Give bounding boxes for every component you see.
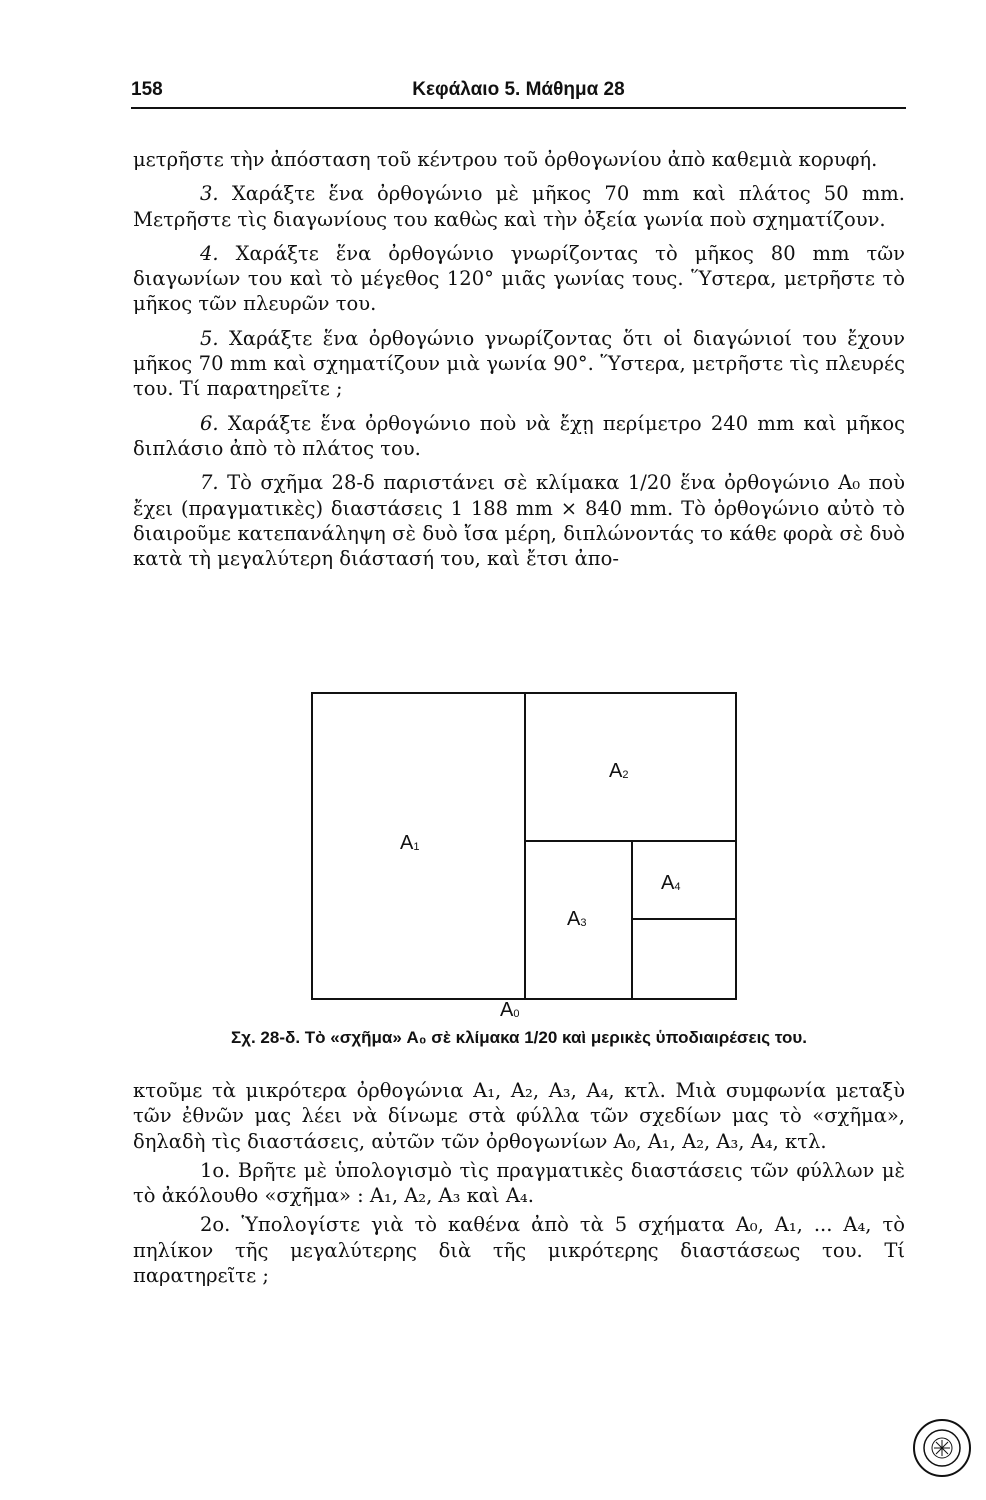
divider-a2-a3	[524, 840, 735, 842]
text-block-bottom	[133, 1078, 905, 1288]
question-2: 2ο. Ὑπολογίστε γιὰ τὸ καθένα ἀπὸ τὰ 5 σχήματα A₀, A₁, ... A₄, τὸ πηλίκον τῆς μεγαλύτερης διὰ τῆς μικρότερης διαστάσεως του. Τί παρατηρεῖτε ;	[133, 1213, 905, 1288]
label-a2: $A_2$	[609, 760, 629, 782]
divider-a1-a2	[524, 694, 526, 998]
exercise-5: 5. Χαράξτε ἕνα ὀρθογώνιο γνωρίζοντας ὅτι οἱ διαγώνιοί του ἔχουν μῆκος 70 mm καὶ σχηματίζουν μιὰ γωνία 90°. Ὕστερα, μετρῆστε τὶς πλευρές του. Τί παρατηρεῖτε ;	[133, 326, 905, 401]
exercise-4: 4. Χαράξτε ἕνα ὀρθογώνιο γνωρίζοντας τὸ μῆκος 80 mm τῶν διαγωνίων του καὶ τὸ μέγεθος 120° μιᾶς γωνίας τους. Ὕστερα, μετρῆστε τὸ μῆκος τῶν πλευρῶν του.	[133, 241, 906, 316]
header-rule	[131, 107, 906, 109]
exercise-3: 3. Χαράξτε ἕνα ὀρθογώνιο μὲ μῆκος 70 mm καὶ πλάτος 50 mm. Μετρῆστε τὶς διαγωνίους του καθὼς καὶ τὴν ὀξεία γωνία ποὺ σχηματίζουν.	[133, 182, 905, 231]
exercise-7: 7. Τὸ σχῆμα 28-δ παριστάνει σὲ κλίμακα 1/20 ἕνα ὀρθογώνιο A₀ ποὺ ἔχει (πραγματικὲς) διαστάσεις 1 188 mm × 840 mm. Τὸ ὀρθογώνιο αὐτὸ τὸ διαιροῦμε κατεπανάληψη σὲ δυὸ ἴσα μέρη, διπλώνοντάς το κάθε φορὰ σὲ δυὸ κατὰ τὴ μεγαλύτερη διάστασή του, καὶ ἔτσι ἀπο-	[133, 471, 905, 571]
divider-a4-a5	[631, 918, 735, 920]
running-header	[131, 75, 906, 105]
paper-size-figure	[311, 692, 737, 1000]
foundation-seal-icon	[912, 1418, 972, 1478]
exercise-6: 6. Χαράξτε ἕνα ὀρθογώνιο ποὺ νὰ ἔχῃ περίμετρο 240 mm καὶ μῆκος διπλάσιο ἀπὸ τὸ πλάτος του.	[133, 411, 905, 460]
chapter-title: Κεφάλαιο 5. Μάθημα 28	[412, 79, 625, 100]
label-a1: $A_1$	[400, 832, 420, 854]
label-a4: $A_4$	[661, 872, 681, 894]
figure-caption: Σχ. 28-δ. Τὸ «σχῆμα» A₀ σὲ κλίμακα 1/20 καὶ μερικὲς ὑποδιαιρέσεις του.	[231, 1028, 807, 1047]
text-block-top	[133, 147, 905, 571]
paragraph: μετρῆστε τὴν ἀπόσταση τοῦ κέντρου τοῦ ὀρθογωνίου ἀπὸ καθεμιὰ κορυφή.	[133, 148, 878, 171]
label-a0: $A_0$	[500, 999, 520, 1021]
question-1: 1ο. Βρῆτε μὲ ὑπολογισμὸ τὶς πραγματικὲς διαστάσεις τῶν φύλλων μὲ τὸ ἀκόλουθο «σχῆμα» : A₁, A₂, A₃ καὶ A₄.	[133, 1158, 905, 1208]
page-number: 158	[131, 79, 163, 100]
label-a3: $A_3$	[567, 908, 587, 930]
paragraph: κτοῦμε τὰ μικρότερα ὀρθογώνια A₁, A₂, A₃, A₄, κτλ. Μιὰ συμφωνία μεταξὺ τῶν ἐθνῶν μας λέει νὰ δίνωμε στὰ φύλλα τῶν σχεδίων μας τὸ «σχῆμα», δηλαδὴ τὶς διαστάσεις, αὐτῶν τῶν ὀρθογωνίων A₀, A₁, A₂, A₃, A₄, κτλ.	[133, 1079, 905, 1153]
